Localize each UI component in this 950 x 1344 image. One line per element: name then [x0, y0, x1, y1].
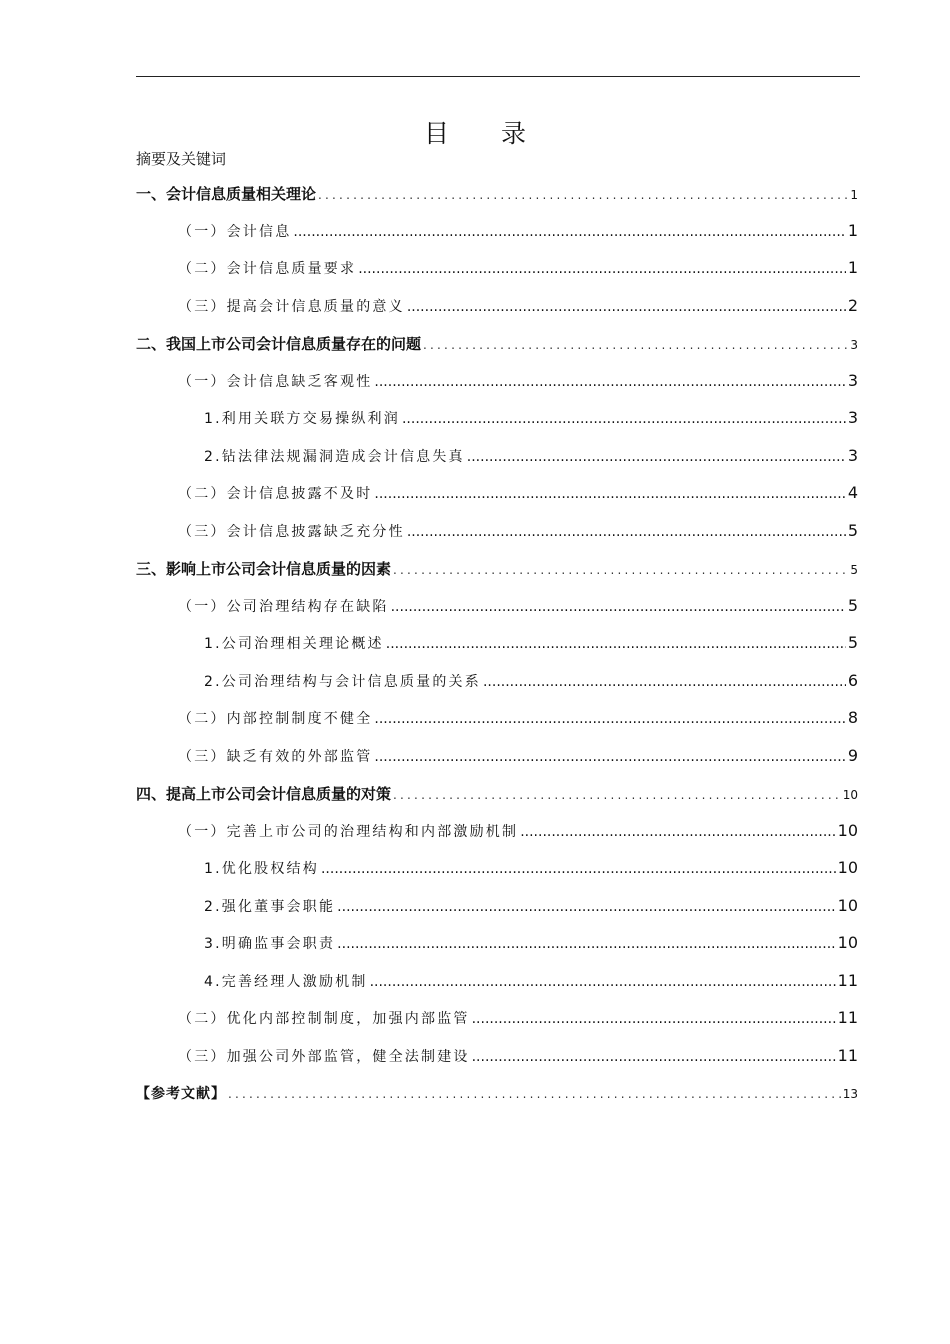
toc-entry-label: 三、影响上市公司会计信息质量的因素 — [136, 560, 392, 578]
page-title: 目 录 — [424, 119, 548, 148]
toc-page-number: 5 — [847, 520, 858, 540]
abstract-keywords-entry[interactable]: 摘要及关键词 — [136, 150, 227, 168]
toc-page-number: 3 — [847, 445, 858, 465]
toc-page-number: 5 — [850, 563, 858, 577]
toc-leader-dots — [520, 824, 835, 840]
toc-entry[interactable] — [204, 971, 858, 995]
toc-entry[interactable] — [204, 896, 858, 920]
toc-leader-dots — [337, 899, 835, 915]
toc-leader-dots — [402, 411, 846, 427]
toc-entry[interactable] — [178, 1046, 858, 1070]
toc-leader-dots — [374, 711, 845, 727]
toc-entry-label: （二）优化内部控制制度，加强内部监管 — [178, 1011, 470, 1027]
toc-entry[interactable] — [178, 746, 858, 770]
toc-page-number: 11 — [837, 1045, 858, 1065]
toc-page-number: 4 — [847, 483, 858, 502]
toc-entry-label: （三）缺乏有效的外部监管 — [178, 748, 373, 765]
toc-leader-dots — [293, 224, 845, 240]
toc-page-number: 3 — [847, 408, 858, 427]
toc-entry[interactable] — [204, 858, 858, 882]
toc-page-number: 10 — [837, 933, 858, 952]
toc-leader-dots — [391, 599, 846, 615]
toc-entry[interactable] — [204, 408, 858, 432]
toc-leader-dots — [467, 449, 846, 465]
toc-page-number: 13 — [842, 1087, 858, 1101]
toc-page-number: 1 — [850, 188, 858, 202]
toc-leader-dots — [318, 188, 848, 202]
toc-leader-dots — [370, 974, 836, 990]
toc-leader-dots — [423, 338, 848, 352]
toc-entry[interactable] — [136, 333, 858, 357]
toc-leader-dots — [393, 563, 848, 577]
toc-leader-dots — [472, 1011, 836, 1027]
toc-entry-label: 二、我国上市公司会计信息质量存在的问题 — [136, 335, 422, 353]
toc-leader-dots — [407, 524, 846, 540]
toc-page-number: 10 — [837, 895, 858, 915]
toc-entry-label: 2.公司治理结构与会计信息质量的关系 — [204, 673, 481, 690]
toc-page-number: 3 — [847, 370, 858, 390]
toc-page-number: 11 — [837, 970, 858, 990]
toc-entry[interactable] — [204, 933, 858, 957]
toc-page-number: 8 — [847, 708, 858, 727]
toc-page-number: 5 — [847, 633, 858, 652]
toc-entry[interactable] — [178, 221, 858, 245]
toc-entry[interactable] — [204, 671, 858, 695]
toc-entry-label: （一）公司治理结构存在缺陷 — [178, 598, 389, 615]
toc-leader-dots — [228, 1087, 841, 1101]
toc-entry[interactable] — [136, 1083, 858, 1107]
toc-entry-label: （二）会计信息披露不及时 — [178, 486, 373, 502]
toc-entry[interactable] — [178, 371, 858, 395]
toc-leader-dots — [321, 861, 836, 877]
toc-page-number: 9 — [847, 745, 858, 765]
toc-entry-label: （三）加强公司外部监管，健全法制建设 — [178, 1048, 470, 1065]
toc-entry-label: （一）完善上市公司的治理结构和内部激励机制 — [178, 823, 519, 840]
toc-entry[interactable] — [136, 183, 858, 207]
toc-page-number: 10 — [837, 858, 858, 877]
toc-entry[interactable] — [204, 633, 858, 657]
toc-entry-label: （二）内部控制制度不健全 — [178, 711, 373, 727]
toc-leader-dots — [472, 1049, 836, 1065]
toc-entry[interactable] — [136, 783, 858, 807]
toc-leader-dots — [407, 299, 846, 315]
toc-page-number: 1 — [847, 258, 858, 277]
toc-entry-label: （二）会计信息质量要求 — [178, 261, 357, 277]
toc-entry[interactable] — [204, 446, 858, 470]
toc-entry[interactable] — [178, 483, 858, 507]
toc-entry[interactable] — [178, 258, 858, 282]
toc-leader-dots — [386, 636, 846, 652]
toc-page-number: 11 — [837, 1008, 858, 1027]
toc-leader-dots — [358, 261, 846, 277]
toc-entry-label: 1.利用关联方交易操纵利润 — [204, 411, 400, 427]
toc-leader-dots — [393, 788, 841, 802]
toc-entry[interactable] — [178, 821, 858, 845]
toc-entry[interactable] — [178, 596, 858, 620]
toc-entry-label: （一）会计信息 — [178, 223, 292, 240]
toc-page-number: 10 — [842, 788, 858, 802]
toc-leader-dots — [374, 374, 845, 390]
toc-entry[interactable] — [178, 296, 858, 320]
toc-page-number: 3 — [850, 338, 858, 352]
toc-page-number: 10 — [837, 820, 858, 840]
toc-leader-dots — [483, 674, 846, 690]
toc-page-number: 2 — [847, 295, 858, 315]
toc-page-number: 1 — [847, 220, 858, 240]
toc-entry-label: 3.明确监事会职责 — [204, 936, 336, 952]
toc-entry-label: 4.完善经理人激励机制 — [204, 973, 368, 990]
toc-entry-label: 【参考文献】 — [136, 1086, 226, 1102]
toc-leader-dots — [374, 486, 845, 502]
toc-entry-label: 四、提高上市公司会计信息质量的对策 — [136, 785, 392, 803]
toc-page-number: 5 — [847, 595, 858, 615]
toc-entry-label: （三）提高会计信息质量的意义 — [178, 298, 405, 315]
toc-entry-label: 2.强化董事会职能 — [204, 898, 336, 915]
toc-entry-label: 1.优化股权结构 — [204, 861, 319, 877]
toc-leader-dots — [374, 749, 845, 765]
toc-entry-label: （一）会计信息缺乏客观性 — [178, 373, 373, 390]
toc-leader-dots — [337, 936, 835, 952]
toc-entry-label: （三）会计信息披露缺乏充分性 — [178, 523, 405, 540]
toc-entry-label: 一、会计信息质量相关理论 — [136, 185, 317, 203]
toc-entry-label: 2.钻法律法规漏洞造成会计信息失真 — [204, 448, 465, 465]
toc-entry[interactable] — [178, 1008, 858, 1032]
header-rule — [136, 76, 860, 77]
toc-entry[interactable] — [178, 708, 858, 732]
toc-page-number: 6 — [847, 670, 858, 690]
toc-entry[interactable] — [136, 558, 858, 582]
toc-entry[interactable] — [178, 521, 858, 545]
toc-entry-label: 1.公司治理相关理论概述 — [204, 636, 384, 652]
